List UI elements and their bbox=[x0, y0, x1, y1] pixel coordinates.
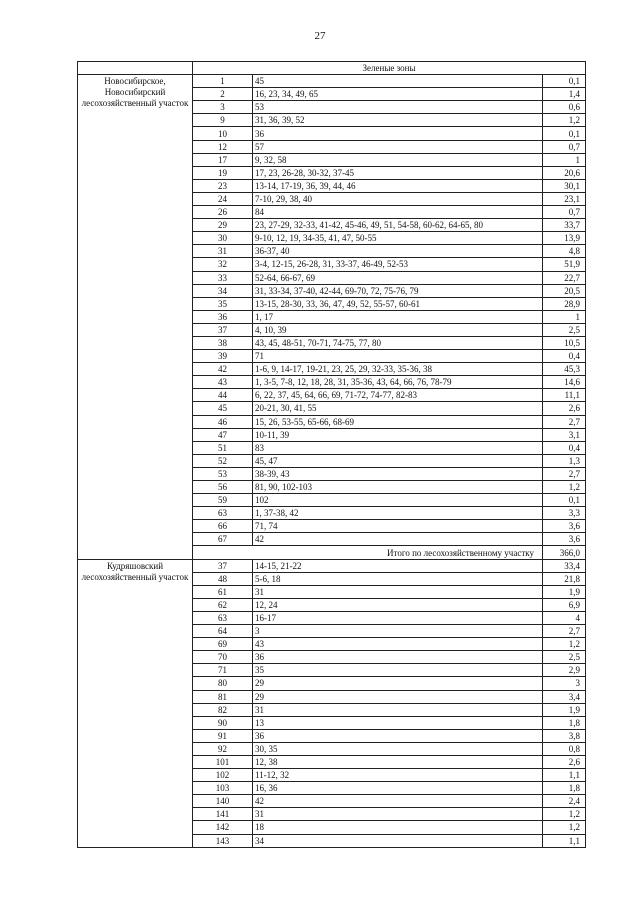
area-cell: 0,1 bbox=[543, 127, 586, 140]
quarter-number-cell: 32 bbox=[193, 258, 253, 271]
quarter-number-cell: 43 bbox=[193, 376, 253, 389]
plot-numbers-cell: 5-6, 18 bbox=[253, 572, 543, 585]
plot-numbers-cell: 11-12, 32 bbox=[253, 769, 543, 782]
quarter-number-cell: 45 bbox=[193, 402, 253, 415]
plot-numbers-cell: 71, 74 bbox=[253, 520, 543, 533]
plot-numbers-cell: 36 bbox=[253, 729, 543, 742]
area-cell: 2,5 bbox=[543, 323, 586, 336]
area-cell: 20,5 bbox=[543, 284, 586, 297]
plot-numbers-cell: 12, 38 bbox=[253, 755, 543, 768]
plot-numbers-cell: 31 bbox=[253, 808, 543, 821]
quarter-number-cell: 3 bbox=[193, 101, 253, 114]
area-cell: 3 bbox=[543, 677, 586, 690]
area-cell: 28,9 bbox=[543, 297, 586, 310]
quarter-number-cell: 42 bbox=[193, 363, 253, 376]
area-cell: 11,1 bbox=[543, 389, 586, 402]
area-cell: 1,9 bbox=[543, 703, 586, 716]
area-cell: 51,9 bbox=[543, 258, 586, 271]
quarter-number-cell: 23 bbox=[193, 179, 253, 192]
area-cell: 14,6 bbox=[543, 376, 586, 389]
quarter-number-cell: 82 bbox=[193, 703, 253, 716]
subtotal-value: 366,0 bbox=[543, 546, 586, 559]
plot-numbers-cell: 31, 33-34, 37-40, 42-44, 69-70, 72, 75-76, 79 bbox=[253, 284, 543, 297]
plot-numbers-cell: 7-10, 29, 38, 40 bbox=[253, 192, 543, 205]
area-cell: 0,7 bbox=[543, 140, 586, 153]
quarter-number-cell: 140 bbox=[193, 795, 253, 808]
section-header-row bbox=[78, 62, 586, 75]
quarter-number-cell: 24 bbox=[193, 192, 253, 205]
page-number: 27 bbox=[314, 30, 326, 42]
plot-numbers-cell: 43, 45, 48-51, 70-71, 74-75, 77, 80 bbox=[253, 336, 543, 349]
plot-numbers-cell: 3 bbox=[253, 625, 543, 638]
plot-numbers-cell: 17, 23, 26-28, 30-32, 37-45 bbox=[253, 166, 543, 179]
area-cell: 3,6 bbox=[543, 520, 586, 533]
plot-numbers-cell: 1, 17 bbox=[253, 310, 543, 323]
area-cell: 1,8 bbox=[543, 716, 586, 729]
plot-numbers-cell: 3-4, 12-15, 26-28, 31, 33-37, 46-49, 52-53 bbox=[253, 258, 543, 271]
plot-numbers-cell: 10-11, 39 bbox=[253, 428, 543, 441]
quarter-number-cell: 91 bbox=[193, 729, 253, 742]
plot-numbers-cell: 29 bbox=[253, 677, 543, 690]
quarter-number-cell: 142 bbox=[193, 821, 253, 834]
area-cell: 13,9 bbox=[543, 232, 586, 245]
plot-numbers-cell: 45 bbox=[253, 75, 543, 88]
quarter-number-cell: 92 bbox=[193, 742, 253, 755]
plot-numbers-cell: 13-14, 17-19, 36, 39, 44, 46 bbox=[253, 179, 543, 192]
quarter-number-cell: 102 bbox=[193, 769, 253, 782]
quarter-number-cell: 71 bbox=[193, 664, 253, 677]
area-cell: 2,9 bbox=[543, 664, 586, 677]
area-cell: 1,2 bbox=[543, 114, 586, 127]
area-cell: 3,8 bbox=[543, 729, 586, 742]
plot-numbers-cell: 102 bbox=[253, 494, 543, 507]
area-cell: 0,8 bbox=[543, 742, 586, 755]
plot-numbers-cell: 1-6, 9, 14-17, 19-21, 23, 25, 29, 32-33, 35-36, 38 bbox=[253, 363, 543, 376]
area-cell: 1,2 bbox=[543, 808, 586, 821]
forestry-section-name: Новосибирское, Новосибирский лесохозяйственный участок bbox=[78, 75, 193, 559]
plot-numbers-cell: 13-15, 28-30, 33, 36, 47, 49, 52, 55-57, 60-61 bbox=[253, 297, 543, 310]
forest-plots-table bbox=[77, 61, 586, 848]
quarter-number-cell: 44 bbox=[193, 389, 253, 402]
area-cell: 1,1 bbox=[543, 769, 586, 782]
quarter-number-cell: 64 bbox=[193, 625, 253, 638]
quarter-number-cell: 39 bbox=[193, 350, 253, 363]
quarter-number-cell: 69 bbox=[193, 638, 253, 651]
quarter-number-cell: 141 bbox=[193, 808, 253, 821]
quarter-number-cell: 31 bbox=[193, 245, 253, 258]
area-cell: 30,1 bbox=[543, 179, 586, 192]
plot-numbers-cell: 38-39, 43 bbox=[253, 467, 543, 480]
area-cell: 0,1 bbox=[543, 75, 586, 88]
subtotal-label: Итого по лесохозяйственному участку bbox=[193, 546, 543, 559]
plot-numbers-cell: 31 bbox=[253, 585, 543, 598]
quarter-number-cell: 34 bbox=[193, 284, 253, 297]
table-row bbox=[78, 75, 586, 88]
quarter-number-cell: 38 bbox=[193, 336, 253, 349]
area-cell: 2,7 bbox=[543, 625, 586, 638]
plot-numbers-cell: 15, 26, 53-55, 65-66, 68-69 bbox=[253, 415, 543, 428]
quarter-number-cell: 67 bbox=[193, 533, 253, 546]
area-cell: 1,2 bbox=[543, 638, 586, 651]
section-title: Зеленые зоны bbox=[193, 62, 586, 75]
plot-numbers-cell: 18 bbox=[253, 821, 543, 834]
plot-numbers-cell: 84 bbox=[253, 206, 543, 219]
area-cell: 2,6 bbox=[543, 755, 586, 768]
plot-numbers-cell: 1, 37-38, 42 bbox=[253, 507, 543, 520]
area-cell: 3,1 bbox=[543, 428, 586, 441]
plot-numbers-cell: 31 bbox=[253, 703, 543, 716]
quarter-number-cell: 143 bbox=[193, 834, 253, 847]
forestry-section-name: Кудряшовский лесохозяйственный участок bbox=[78, 559, 193, 847]
area-cell: 33,4 bbox=[543, 559, 586, 572]
quarter-number-cell: 1 bbox=[193, 75, 253, 88]
quarter-number-cell: 47 bbox=[193, 428, 253, 441]
quarter-number-cell: 51 bbox=[193, 441, 253, 454]
area-cell: 2,7 bbox=[543, 415, 586, 428]
area-cell: 4 bbox=[543, 611, 586, 624]
quarter-number-cell: 59 bbox=[193, 494, 253, 507]
plot-numbers-cell: 36 bbox=[253, 651, 543, 664]
area-cell: 1,4 bbox=[543, 88, 586, 101]
plot-numbers-cell: 36 bbox=[253, 127, 543, 140]
area-cell: 3,6 bbox=[543, 533, 586, 546]
area-cell: 3,4 bbox=[543, 690, 586, 703]
plot-numbers-cell: 14-15, 21-22 bbox=[253, 559, 543, 572]
plot-numbers-cell: 30, 35 bbox=[253, 742, 543, 755]
area-cell: 1,8 bbox=[543, 782, 586, 795]
quarter-number-cell: 70 bbox=[193, 651, 253, 664]
area-cell: 2,6 bbox=[543, 402, 586, 415]
quarter-number-cell: 10 bbox=[193, 127, 253, 140]
area-cell: 1 bbox=[543, 153, 586, 166]
quarter-number-cell: 90 bbox=[193, 716, 253, 729]
quarter-number-cell: 36 bbox=[193, 310, 253, 323]
plot-numbers-cell: 16-17 bbox=[253, 611, 543, 624]
quarter-number-cell: 19 bbox=[193, 166, 253, 179]
quarter-number-cell: 29 bbox=[193, 219, 253, 232]
quarter-number-cell: 103 bbox=[193, 782, 253, 795]
plot-numbers-cell: 4, 10, 39 bbox=[253, 323, 543, 336]
area-cell: 0,4 bbox=[543, 441, 586, 454]
plot-numbers-cell: 9-10, 12, 19, 34-35, 41, 47, 50-55 bbox=[253, 232, 543, 245]
area-cell: 2,5 bbox=[543, 651, 586, 664]
plot-numbers-cell: 1, 3-5, 7-8, 12, 18, 28, 31, 35-36, 43, 64, 66, 76, 78-79 bbox=[253, 376, 543, 389]
quarter-number-cell: 52 bbox=[193, 454, 253, 467]
quarter-number-cell: 81 bbox=[193, 690, 253, 703]
area-cell: 1,1 bbox=[543, 834, 586, 847]
plot-numbers-cell: 16, 36 bbox=[253, 782, 543, 795]
area-cell: 20,6 bbox=[543, 166, 586, 179]
quarter-number-cell: 48 bbox=[193, 572, 253, 585]
quarter-number-cell: 9 bbox=[193, 114, 253, 127]
quarter-number-cell: 37 bbox=[193, 323, 253, 336]
quarter-number-cell: 56 bbox=[193, 481, 253, 494]
quarter-number-cell: 46 bbox=[193, 415, 253, 428]
area-cell: 33,7 bbox=[543, 219, 586, 232]
plot-numbers-cell: 36-37, 40 bbox=[253, 245, 543, 258]
quarter-number-cell: 37 bbox=[193, 559, 253, 572]
table-row bbox=[78, 559, 586, 572]
quarter-number-cell: 61 bbox=[193, 585, 253, 598]
area-cell: 0,7 bbox=[543, 206, 586, 219]
plot-numbers-cell: 42 bbox=[253, 533, 543, 546]
area-cell: 0,4 bbox=[543, 350, 586, 363]
area-cell: 6,9 bbox=[543, 598, 586, 611]
area-cell: 1 bbox=[543, 310, 586, 323]
quarter-number-cell: 30 bbox=[193, 232, 253, 245]
plot-numbers-cell: 13 bbox=[253, 716, 543, 729]
quarter-number-cell: 35 bbox=[193, 297, 253, 310]
area-cell: 3,3 bbox=[543, 507, 586, 520]
plot-numbers-cell: 53 bbox=[253, 101, 543, 114]
quarter-number-cell: 62 bbox=[193, 598, 253, 611]
plot-numbers-cell: 71 bbox=[253, 350, 543, 363]
area-cell: 1,2 bbox=[543, 821, 586, 834]
quarter-number-cell: 80 bbox=[193, 677, 253, 690]
quarter-number-cell: 33 bbox=[193, 271, 253, 284]
plot-numbers-cell: 35 bbox=[253, 664, 543, 677]
quarter-number-cell: 63 bbox=[193, 611, 253, 624]
area-cell: 21,8 bbox=[543, 572, 586, 585]
area-cell: 2,7 bbox=[543, 467, 586, 480]
plot-numbers-cell: 43 bbox=[253, 638, 543, 651]
plot-numbers-cell: 83 bbox=[253, 441, 543, 454]
plot-numbers-cell: 45, 47 bbox=[253, 454, 543, 467]
area-cell: 2,4 bbox=[543, 795, 586, 808]
area-cell: 10,5 bbox=[543, 336, 586, 349]
plot-numbers-cell: 42 bbox=[253, 795, 543, 808]
plot-numbers-cell: 31, 36, 39, 52 bbox=[253, 114, 543, 127]
quarter-number-cell: 101 bbox=[193, 755, 253, 768]
quarter-number-cell: 63 bbox=[193, 507, 253, 520]
plot-numbers-cell: 12, 24 bbox=[253, 598, 543, 611]
plot-numbers-cell: 57 bbox=[253, 140, 543, 153]
plot-numbers-cell: 81, 90, 102-103 bbox=[253, 481, 543, 494]
plot-numbers-cell: 23, 27-29, 32-33, 41-42, 45-46, 49, 51, 54-58, 60-62, 64-65, 80 bbox=[253, 219, 543, 232]
plot-numbers-cell: 52-64, 66-67, 69 bbox=[253, 271, 543, 284]
area-cell: 1,2 bbox=[543, 481, 586, 494]
plot-numbers-cell: 6, 22, 37, 45, 64, 66, 69, 71-72, 74-77, 82-83 bbox=[253, 389, 543, 402]
table-body bbox=[78, 62, 586, 848]
quarter-number-cell: 26 bbox=[193, 206, 253, 219]
area-cell: 1,3 bbox=[543, 454, 586, 467]
quarter-number-cell: 12 bbox=[193, 140, 253, 153]
quarter-number-cell: 66 bbox=[193, 520, 253, 533]
area-cell: 23,1 bbox=[543, 192, 586, 205]
plot-numbers-cell: 29 bbox=[253, 690, 543, 703]
plot-numbers-cell: 20-21, 30, 41, 55 bbox=[253, 402, 543, 415]
quarter-number-cell: 17 bbox=[193, 153, 253, 166]
quarter-number-cell: 53 bbox=[193, 467, 253, 480]
area-cell: 0,6 bbox=[543, 101, 586, 114]
plot-numbers-cell: 9, 32, 58 bbox=[253, 153, 543, 166]
plot-numbers-cell: 16, 23, 34, 49, 65 bbox=[253, 88, 543, 101]
area-cell: 0,1 bbox=[543, 494, 586, 507]
area-cell: 1,9 bbox=[543, 585, 586, 598]
plot-numbers-cell: 34 bbox=[253, 834, 543, 847]
quarter-number-cell: 2 bbox=[193, 88, 253, 101]
area-cell: 22,7 bbox=[543, 271, 586, 284]
area-cell: 4,8 bbox=[543, 245, 586, 258]
area-cell: 45,3 bbox=[543, 363, 586, 376]
